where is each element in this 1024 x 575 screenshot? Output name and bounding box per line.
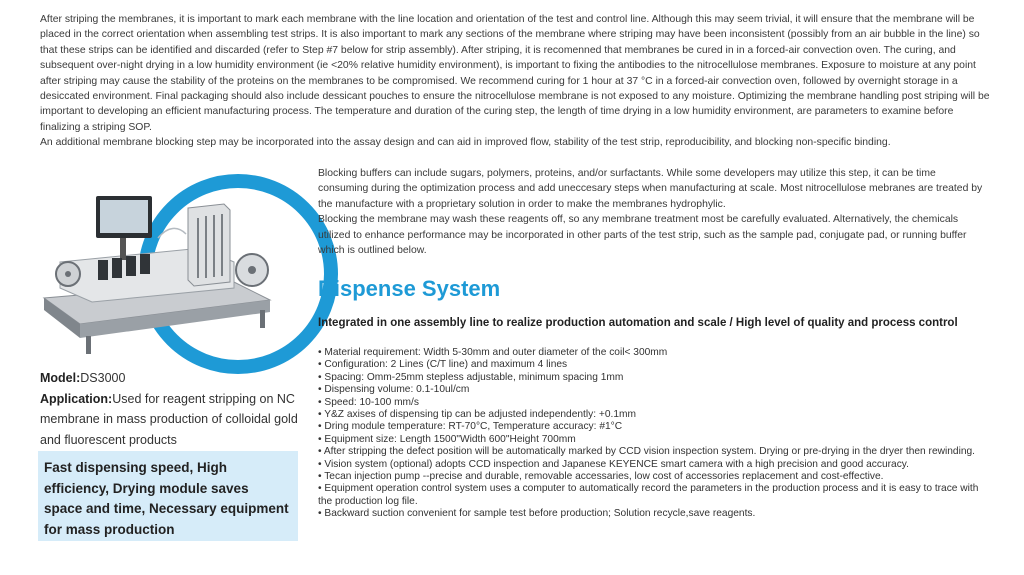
spec-item-material: • Material requirement: Width 5-30mm and outer diameter of the coil< 300mm	[318, 347, 668, 358]
spec-item-configuration: • Configuration: 2 Lines (C/T line) and maximum 4 lines	[318, 359, 568, 371]
spec-item-vision: • Vision system (optional) adopts CCD inspection and Japanese KEYENCE smart camera with a high precision and good accuracy.	[318, 458, 909, 470]
blocking-text	[318, 166, 988, 258]
spec-item-suction: • Backward suction convenient for sample test before production; Solution recycle,save reagents.	[318, 508, 756, 520]
intro-text	[40, 12, 990, 151]
model-label: Model:	[40, 371, 81, 385]
spec-item-control-system: • Equipment operation control system uses a computer to automatically record the parameters in the production process and it is easy to trace with the production log file.	[318, 483, 979, 507]
blocking-paragraph-1: Blocking buffers can include sugars, polymers, proteins, and/or surfactants. While some developers may utilize this step, it can be time consuming during the optimization process and add uneccesary steps when manufacturing at scale. Most nitrocellulose mebranes are treated by the manufacture with a proprietary solution in order to make the membranes hydrophylic.	[318, 168, 983, 210]
dispenser-machine-image	[38, 178, 300, 360]
model-line	[40, 368, 302, 389]
spec-item-size: • Equipment size: Length 1500"Width 600"Height 700mm	[318, 433, 576, 445]
dispense-system-title: Dispense System	[318, 276, 501, 301]
spec-item-temperature: • Dring module temperature: RT-70°C, Temperature accuracy: #1°C	[318, 421, 623, 433]
feature-highlight-box: Fast dispensing speed, High efficiency, Drying module saves space and time, Necessary equipment for mass production	[38, 451, 298, 541]
spec-item-volume: • Dispensing volume: 0.1-10ul/cm	[318, 384, 470, 396]
spec-item-spacing: • Spacing: Omm-25mm stepless adjustable, minimum spacing 1mm	[318, 371, 624, 383]
intro-paragraph-curing: After striping the membranes, it is important to mark each membrane with the line location and orientation of the test and control line. Although this may seem trivial, it will ensure that the membrane will be placed in the correct orientation when assembling test strips. It is also important to mark any sections of the membrane where striping may have been inconsistent (possibly from an air bubble in the line) so that these strips can be identified and discarded (refer to Step #7 below for strip assembly). After striping, it is recomenned that membranes be cured in in a forced-air convection oven. The curing, and subsequent over-night drying in a low humidity environment (ie <20% relative humidity environment), is important to fixing the antibodies to the nitrocellulose membranes. Exposure to moisture at any point after striping may cause the stability of the proteins on the membranes to be compromised. We recommend curing for 1 hour at 37 °C in a forced-air convection oven, followed by overnight storage in a desiccated environment. Final packaging should also include dessicant pouches to ensure the nitrocellulose membrane is not exposed to any moisture. Optimizing the membrane handling post striping will be important to developing an efficient manufacturing process. The temperature and duration of the curing step, the length of time drying in a low humidity environment, are parameters to examine before finalizing a striping SOP.	[40, 14, 990, 133]
dispense-subheading: Integrated in one assembly line to realize production automation and scale / High level of quality and process control	[318, 317, 958, 329]
application-value: Used for reagent stripping on NC membrane in mass production of colloidal gold and fluorescent products	[40, 391, 298, 447]
model-value: DS3000	[80, 371, 126, 385]
blocking-paragraph-2: Blocking the membrane may wash these reagents off, so any membrane treatment most be carefully evaluated. Alternatively, the chemicals utilized to enhance performance may be incorporated in other parts of the test strip, such as the sample pad, conjugate pad, or running buffer which is outlined below.	[318, 214, 967, 257]
spec-item-speed: • Speed: 10-100 mm/s	[318, 396, 419, 408]
spec-item-defect-marking: • After stripping the defect position will be automatically marked by CCD vision inspection system. Drying or pre-drying in the dryer then rewinding.	[318, 446, 975, 458]
spec-item-axis: • Y&Z axises of dispensing tip can be adjusted independently: +0.1mm	[318, 409, 636, 421]
application-label: Application:	[40, 391, 113, 406]
intro-paragraph-blocking: An additional membrane blocking step may be incorporated into the assay design and can aid in improved flow, stability of the test strip, reproducibility, and blocking non-specific binding.	[40, 137, 891, 149]
spec-item-pump: • Tecan injection pump --precise and durable, removable accessaries, low cost of accessories replacement and cost-effective.	[318, 471, 884, 483]
application-line	[40, 389, 302, 451]
product-figure	[38, 178, 300, 360]
spec-list	[318, 347, 988, 521]
product-info	[40, 368, 302, 450]
